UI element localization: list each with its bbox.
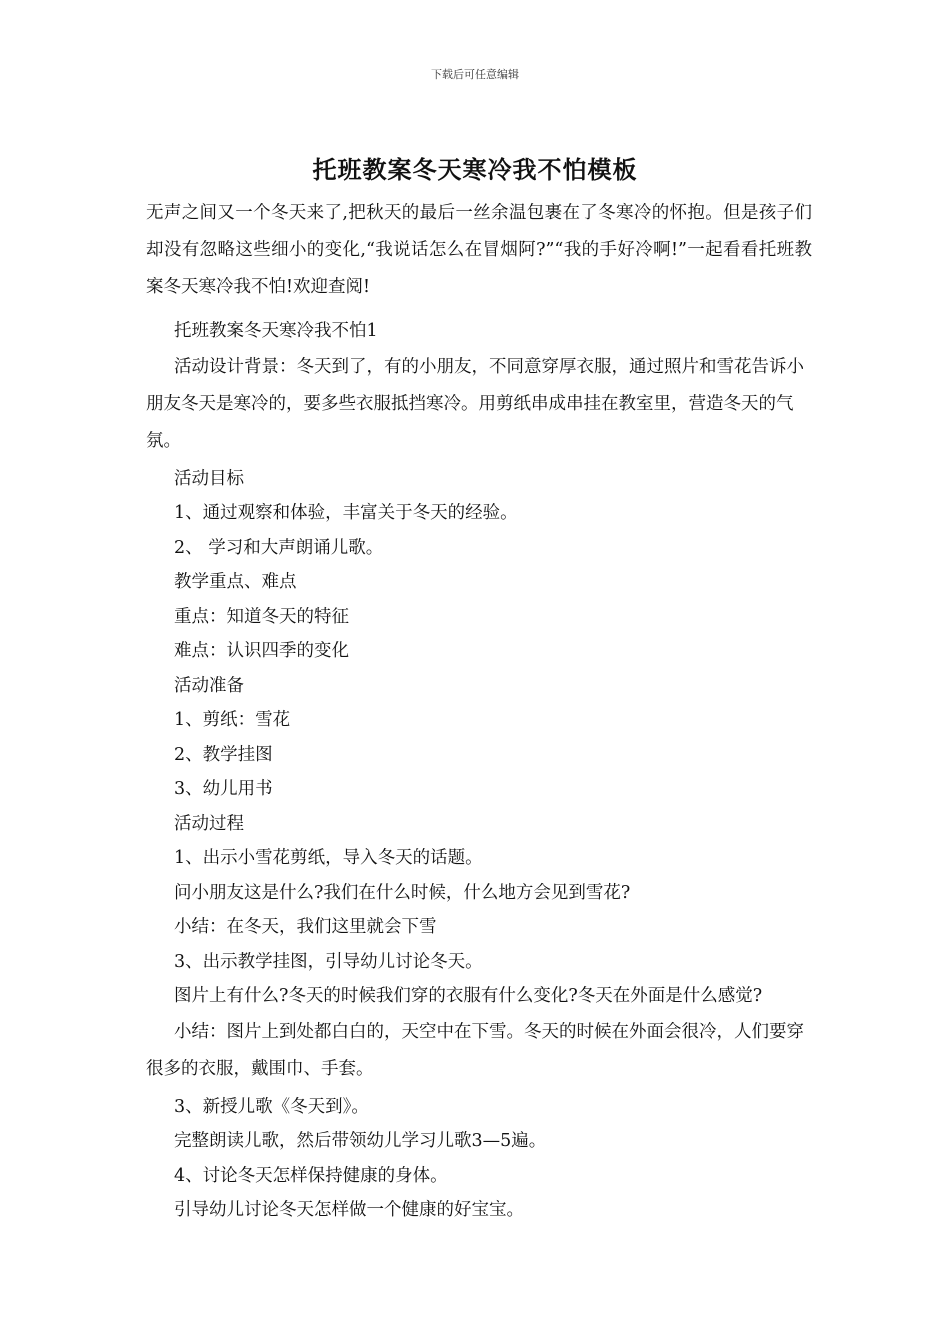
- section-heading-goals: 活动目标: [174, 468, 244, 489]
- list-item-prep-2: 2、教学挂图: [174, 744, 273, 765]
- section-heading-key-points: 教学重点、难点: [174, 572, 297, 592]
- document-body: [146, 195, 812, 1228]
- paragraph-summary-2: 小结：图片上到处都白白的，天空中在下雪。冬天的时候在外面会很冷，人们要穿很多的衣服，戴围巾、手套。: [146, 1021, 804, 1079]
- header-note: 下载后可任意编辑: [431, 68, 519, 81]
- paragraph-summary-1: 小结：在冬天，我们这里就会下雪: [174, 917, 437, 937]
- section-heading-process: 活动过程: [174, 813, 244, 834]
- paragraph-key-point: 重点：知道冬天的特征: [174, 606, 349, 627]
- list-item-prep-1: 1、剪纸：雪花: [174, 710, 291, 730]
- list-item-step-1: 1、出示小雪花剪纸，导入冬天的话题。: [174, 848, 483, 868]
- list-item-step-3b: 3、新授儿歌《冬天到》。: [174, 1096, 369, 1117]
- paragraph-recite: 完整朗读儿歌，然后带领幼儿学习儿歌3—5遍。: [174, 1131, 547, 1151]
- section-heading-preparation: 活动准备: [174, 675, 244, 696]
- paragraph-question: 问小朋友这是什么?我们在什么时候，什么地方会见到雪花?: [174, 882, 631, 903]
- list-item-prep-3: 3、幼儿用书: [174, 779, 273, 799]
- paragraph-picture-questions: 图片上有什么?冬天的时候我们穿的衣服有什么变化?冬天在外面是什么感觉?: [174, 986, 763, 1006]
- list-item-step-3a: 3、出示教学挂图，引导幼儿讨论冬天。: [174, 951, 483, 972]
- list-item-goal-1: 1、通过观察和体验，丰富关于冬天的经验。: [174, 503, 518, 523]
- paragraph-background: 活动设计背景：冬天到了，有的小朋友，不同意穿厚衣服，通过照片和雪花告诉小朋友冬天是寒冷的，要多些衣服抵挡寒冷。用剪纸串成串挂在教室里，营造冬天的气氛。: [146, 356, 804, 451]
- list-item-step-4: 4、讨论冬天怎样保持健康的身体。: [174, 1165, 448, 1186]
- paragraph-discussion: 引导幼儿讨论冬天怎样做一个健康的好宝宝。: [174, 1200, 524, 1220]
- section-heading-lesson: 托班教案冬天寒冷我不怕1: [174, 321, 378, 341]
- intro-paragraph: 无声之间又一个冬天来了,把秋天的最后一丝余温包裹在了冬寒冷的怀抱。但是孩子们却没有忽略这些细小的变化,“我说话怎么在冒烟阿?”“我的手好冷啊!”一起看看托班教案冬天寒冷我不怕!欢迎查阅!: [146, 203, 812, 297]
- list-item-goal-2: 2、 学习和大声朗诵儿歌。: [174, 537, 384, 558]
- paragraph-difficulty: 难点：认识四季的变化: [174, 641, 349, 661]
- document-title: 托班教案冬天寒冷我不怕模板: [312, 155, 638, 184]
